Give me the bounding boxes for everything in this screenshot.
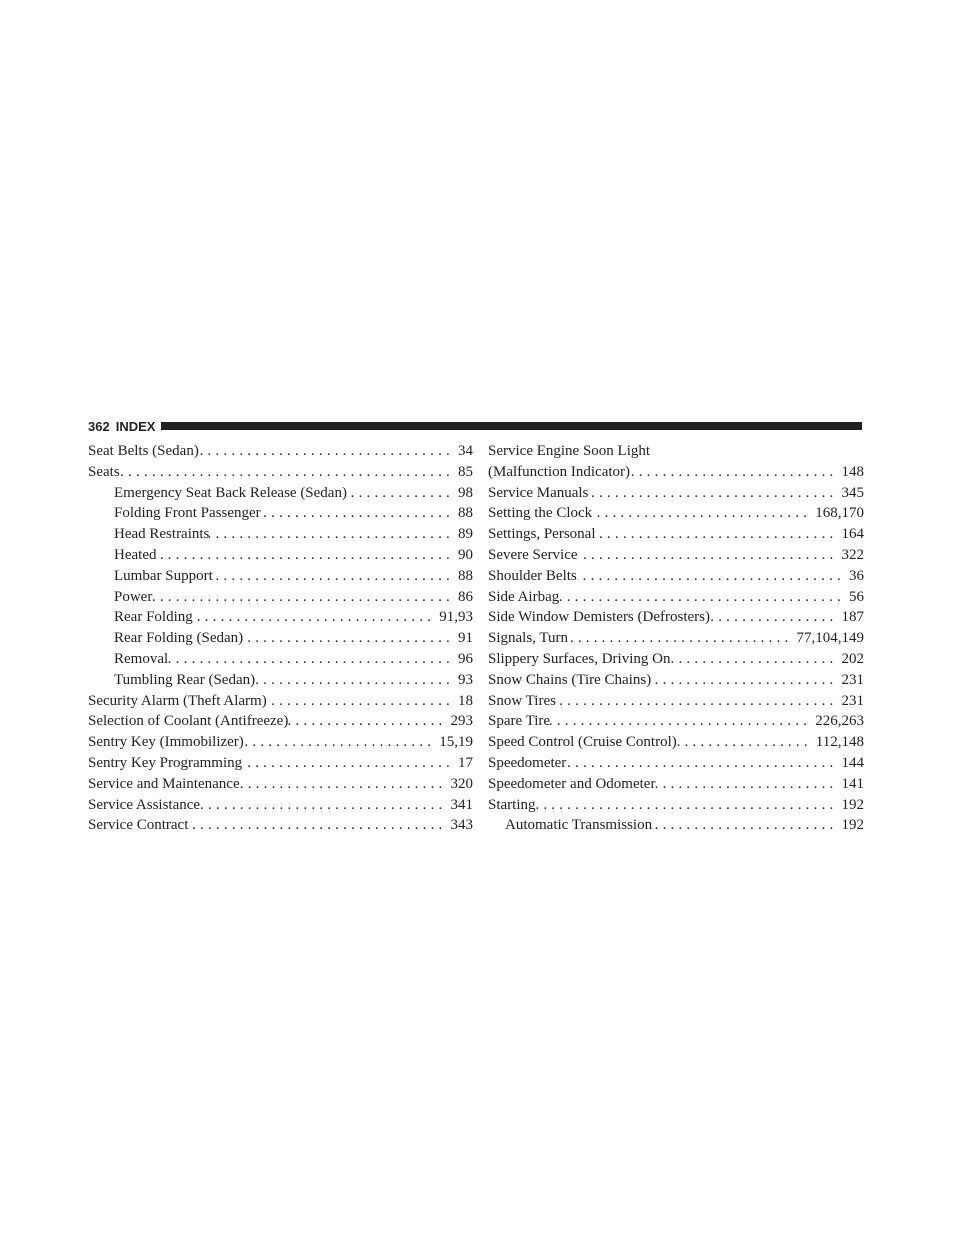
dot-leader (577, 566, 849, 587)
entry-label: Sentry Key Programming (88, 754, 243, 771)
index-entry (488, 774, 864, 795)
dot-leader (255, 670, 458, 691)
entry-label: Seats (88, 463, 120, 480)
entry-pages: 17 (458, 754, 473, 771)
entry-pages: 15,19 (439, 734, 473, 751)
entry-pages: 322 (841, 546, 864, 563)
index-entry (488, 732, 864, 753)
entry-label: Snow Tires (488, 692, 556, 709)
index-entry (488, 503, 864, 524)
dot-leader (261, 503, 458, 524)
entry-pages: 93 (458, 671, 473, 688)
entry-pages: 345 (841, 484, 864, 501)
entry-pages: 88 (458, 505, 473, 522)
entry-label: Slippery Surfaces, Driving On (488, 650, 671, 667)
index-subentry (88, 587, 473, 608)
entry-label: (Malfunction Indicator) (488, 463, 631, 480)
entry-label: Lumbar Support (114, 567, 213, 584)
entry-label: Tumbling Rear (Sedan) (114, 671, 256, 688)
dot-leader (652, 815, 841, 836)
index-column-right (488, 441, 864, 836)
entry-label: Speedometer and Odometer (488, 775, 656, 792)
entry-pages: 91 (458, 630, 473, 647)
dot-leader (347, 483, 458, 504)
entry-pages: 343 (450, 817, 473, 834)
entry-pages: 141 (841, 775, 864, 792)
dot-leader (677, 732, 816, 753)
index-entry (488, 607, 864, 628)
entry-label: Shoulder Belts (488, 567, 577, 584)
entry-label: Speedometer (488, 754, 567, 771)
entry-label: Service Engine Soon Light (488, 443, 651, 459)
entry-pages: 90 (458, 546, 473, 563)
dot-leader (630, 462, 841, 483)
index-subentry (88, 566, 473, 587)
dot-leader (536, 795, 842, 816)
entry-label: Service and Maintenance (88, 775, 240, 792)
entry-pages: 231 (841, 671, 864, 688)
dot-leader (556, 691, 842, 712)
index-entry (488, 441, 864, 462)
entry-pages: 34 (458, 443, 473, 459)
entry-pages: 77,104,149 (796, 630, 864, 647)
entry-label: Selection of Coolant (Antifreeze) (88, 713, 289, 730)
dot-leader (655, 774, 841, 795)
index-subentry (88, 607, 473, 628)
dot-leader (288, 711, 450, 732)
index-subentry (88, 545, 473, 566)
entry-pages: 112,148 (815, 734, 864, 751)
entry-label: Spare Tire (488, 713, 551, 730)
dot-leader (243, 628, 458, 649)
index-entry (488, 649, 864, 670)
entry-label: Seat Belts (Sedan) (88, 443, 199, 459)
index-entry (88, 691, 473, 712)
dot-leader (199, 441, 458, 462)
dot-leader (710, 607, 842, 628)
page-header (88, 416, 862, 436)
entry-label: Service Assistance (88, 796, 201, 813)
index-subentry (88, 524, 473, 545)
entry-pages: 91,93 (439, 609, 473, 626)
entry-label: Sentry Key (Immobilizer) (88, 734, 244, 751)
entry-label: Power (114, 588, 153, 605)
dot-leader (596, 524, 842, 545)
entry-pages: 231 (841, 692, 864, 709)
entry-pages: 36 (849, 567, 864, 584)
entry-label: Signals, Turn (488, 630, 569, 647)
entry-label: Severe Service (488, 546, 578, 563)
dot-leader (651, 670, 841, 691)
dot-leader (588, 483, 841, 504)
entry-label: Speed Control (Cruise Control) (488, 734, 677, 751)
entry-pages: 192 (841, 817, 864, 834)
entry-label: Starting (488, 796, 536, 813)
entry-pages: 56 (849, 588, 864, 605)
entry-pages: 187 (841, 609, 864, 626)
entry-pages: 89 (458, 526, 473, 543)
index-entry (488, 545, 864, 566)
entry-label: Snow Chains (Tire Chains) (488, 671, 652, 688)
entry-label: Heated (114, 546, 157, 563)
entry-label: Removal (114, 650, 169, 667)
entry-label: Service Contract (88, 817, 189, 834)
entry-pages: 18 (458, 692, 473, 709)
index-entry (488, 753, 864, 774)
entry-label: Settings, Personal (488, 526, 596, 543)
entry-pages: 226,263 (815, 713, 864, 730)
dot-leader (568, 628, 796, 649)
index-entry (88, 774, 473, 795)
entry-label: Emergency Seat Back Release (Sedan) (114, 484, 347, 501)
dot-leader (566, 753, 841, 774)
entry-label: Rear Folding (Sedan) (114, 630, 244, 647)
index-subentry (488, 815, 864, 836)
dot-leader (209, 524, 458, 545)
entry-label: Head Restraints (114, 526, 210, 543)
dot-leader (550, 711, 815, 732)
entry-pages: 86 (458, 588, 473, 605)
entry-label: Service Manuals (488, 484, 589, 501)
index-entry (88, 753, 473, 774)
dot-leader (156, 545, 458, 566)
dot-leader (242, 753, 458, 774)
dot-leader (592, 503, 815, 524)
entry-pages: 144 (841, 754, 864, 771)
index-entry (488, 670, 864, 691)
entry-pages: 293 (450, 713, 473, 730)
index-entry (88, 795, 473, 816)
entry-pages: 85 (458, 463, 473, 480)
entry-label: Side Window Demisters (Defrosters) (488, 609, 710, 626)
dot-leader (670, 649, 841, 670)
entry-pages: 320 (450, 775, 473, 792)
dot-leader (559, 587, 849, 608)
entry-pages: 98 (458, 484, 473, 501)
dot-leader (244, 732, 439, 753)
entry-label: Side Airbag (488, 588, 560, 605)
entry-label: Folding Front Passenger (114, 505, 261, 522)
dot-leader (152, 587, 458, 608)
dot-leader (240, 774, 451, 795)
index-subentry (88, 503, 473, 524)
index-entry (88, 441, 473, 462)
index-entry (488, 462, 864, 483)
index-entry (488, 795, 864, 816)
entry-pages: 341 (450, 796, 473, 813)
index-entry (88, 711, 473, 732)
index-entry (488, 711, 864, 732)
dot-leader (193, 607, 440, 628)
section-title: INDEX (115, 418, 156, 434)
index-entry (488, 524, 864, 545)
index-column-left (88, 441, 473, 836)
dot-leader (120, 462, 458, 483)
index-entry (488, 587, 864, 608)
entry-pages: 168,170 (815, 505, 864, 522)
entry-label: Automatic Transmission (505, 817, 653, 834)
dot-leader (213, 566, 458, 587)
entry-label: Rear Folding (114, 609, 193, 626)
index-subentry (88, 628, 473, 649)
entry-label: Security Alarm (Theft Alarm) (88, 692, 267, 709)
entry-pages: 202 (841, 650, 864, 667)
index-entry (488, 483, 864, 504)
index-subentry (88, 670, 473, 691)
dot-leader (267, 691, 458, 712)
entry-label: Setting the Clock (488, 505, 593, 522)
index-subentry (88, 483, 473, 504)
index-entry (88, 462, 473, 483)
entry-pages: 148 (841, 463, 864, 480)
page-number: 362 (88, 418, 110, 434)
dot-leader (578, 545, 842, 566)
dot-leader (188, 815, 450, 836)
entry-pages: 96 (458, 650, 473, 667)
index-entry (88, 815, 473, 836)
dot-leader (168, 649, 458, 670)
index-entry (488, 628, 864, 649)
index-subentry (88, 649, 473, 670)
index-entry (488, 691, 864, 712)
dot-leader (200, 795, 450, 816)
index-entry (88, 732, 473, 753)
index-entry (488, 566, 864, 587)
header-rule (161, 422, 862, 430)
entry-pages: 164 (841, 526, 864, 543)
entry-pages: 88 (458, 567, 473, 584)
entry-pages: 192 (841, 796, 864, 813)
